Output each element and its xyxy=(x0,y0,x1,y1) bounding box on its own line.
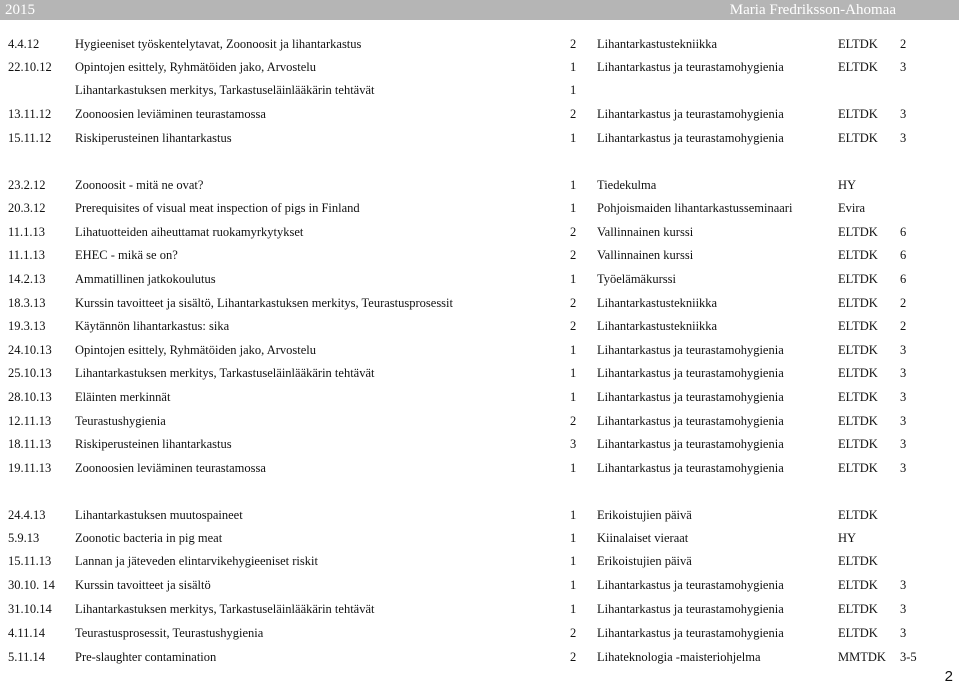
row-credits: 2 xyxy=(570,626,577,640)
page-header xyxy=(0,0,959,20)
table-row xyxy=(0,269,959,289)
table-row xyxy=(0,128,959,148)
row-title: Opintojen esittely, Ryhmätöiden jako, Arvostelu xyxy=(75,60,317,74)
row-title: Opintojen esittely, Ryhmätöiden jako, Arvostelu xyxy=(75,343,317,357)
row-org: ELTDK xyxy=(838,437,878,451)
row-title: EHEC - mikä se on? xyxy=(75,248,178,262)
row-course: Tiedekulma xyxy=(597,178,657,192)
table-row xyxy=(0,340,959,360)
row-credits: 2 xyxy=(570,248,577,262)
row-title: Lihantarkastuksen merkitys, Tarkastuseläinlääkärin tehtävät xyxy=(75,366,375,380)
row-title: Riskiperusteinen lihantarkastus xyxy=(75,437,232,451)
row-org: ELTDK xyxy=(838,508,878,522)
row-credits: 2 xyxy=(570,319,577,333)
row-credits: 2 xyxy=(570,37,577,51)
table-row xyxy=(0,245,959,265)
row-org: ELTDK xyxy=(838,461,878,475)
row-credits: 1 xyxy=(570,508,577,522)
row-course: Lihantarkastustekniikka xyxy=(597,37,718,51)
row-org: ELTDK xyxy=(838,248,878,262)
row-org: ELTDK xyxy=(838,272,878,286)
row-title: Lihantarkastuksen merkitys, Tarkastuseläinlääkärin tehtävät xyxy=(75,602,375,616)
row-date: 24.4.13 xyxy=(8,508,46,522)
row-org: ELTDK xyxy=(838,343,878,357)
row-title: Lihantarkastuksen merkitys, Tarkastuseläinlääkärin tehtävät xyxy=(75,83,375,97)
row-credits: 2 xyxy=(570,296,577,310)
row-course: Lihateknologia -maisteriohjelma xyxy=(597,650,761,664)
row-title: Zoonoosien leviäminen teurastamossa xyxy=(75,461,266,475)
row-title: Lihantarkastuksen muutospaineet xyxy=(75,508,243,522)
table-row xyxy=(0,57,959,77)
table-row xyxy=(0,175,959,195)
row-title: Teurastusprosessit, Teurastushygienia xyxy=(75,626,264,640)
row-org: HY xyxy=(838,178,857,192)
row-num: 6 xyxy=(900,225,907,239)
row-title: Lannan ja jäteveden elintarvikehygieeniset riskit xyxy=(75,554,318,568)
row-date: 11.1.13 xyxy=(8,248,46,262)
row-org: ELTDK xyxy=(838,107,878,121)
table-row xyxy=(0,575,959,595)
table-row xyxy=(0,434,959,454)
row-date: 12.11.13 xyxy=(8,414,52,428)
row-course: Lihantarkastus ja teurastamohygienia xyxy=(597,107,784,121)
row-credits: 1 xyxy=(570,201,577,215)
row-credits: 1 xyxy=(570,272,577,286)
row-title: Ammatillinen jatkokoulutus xyxy=(75,272,216,286)
row-course: Lihantarkastus ja teurastamohygienia xyxy=(597,131,784,145)
row-title: Prerequisites of visual meat inspection of pigs in Finland xyxy=(75,201,360,215)
row-course: Vallinnainen kurssi xyxy=(597,248,694,262)
table-row xyxy=(0,411,959,431)
row-credits: 2 xyxy=(570,107,577,121)
row-num: 2 xyxy=(900,37,907,51)
row-org: ELTDK xyxy=(838,414,878,428)
row-org: ELTDK xyxy=(838,578,878,592)
row-org: ELTDK xyxy=(838,366,878,380)
row-title: Käytännön lihantarkastus: sika xyxy=(75,319,230,333)
row-title: Zoonoosit - mitä ne ovat? xyxy=(75,178,204,192)
row-title: Hygieeniset työskentelytavat, Zoonoosit ja lihantarkastus xyxy=(75,37,362,51)
row-date: 22.10.12 xyxy=(8,60,52,74)
row-course: Lihantarkastustekniikka xyxy=(597,319,718,333)
table-row xyxy=(0,528,959,548)
row-num: 3 xyxy=(900,578,907,592)
row-course: Lihantarkastus ja teurastamohygienia xyxy=(597,626,784,640)
row-date: 28.10.13 xyxy=(8,390,52,404)
row-date: 23.2.12 xyxy=(8,178,46,192)
table-row xyxy=(0,222,959,242)
table-row xyxy=(0,316,959,336)
row-date: 18.3.13 xyxy=(8,296,46,310)
row-credits: 1 xyxy=(570,343,577,357)
row-credits: 1 xyxy=(570,131,577,145)
row-credits: 2 xyxy=(570,650,577,664)
row-date: 4.11.14 xyxy=(8,626,46,640)
row-org: Evira xyxy=(838,201,866,215)
row-title: Kurssin tavoitteet ja sisältö, Lihantarkastuksen merkitys, Teurastusprosessit xyxy=(75,296,453,310)
row-num: 3 xyxy=(900,461,907,475)
row-course: Lihantarkastus ja teurastamohygienia xyxy=(597,60,784,74)
row-course: Pohjoismaiden lihantarkastusseminaari xyxy=(597,201,793,215)
row-course: Lihantarkastus ja teurastamohygienia xyxy=(597,437,784,451)
table-row xyxy=(0,458,959,478)
row-title: Lihatuotteiden aiheuttamat ruokamyrkytykset xyxy=(75,225,304,239)
row-course: Vallinnainen kurssi xyxy=(597,225,694,239)
row-credits: 1 xyxy=(570,554,577,568)
row-course: Erikoistujien päivä xyxy=(597,508,692,522)
row-org: ELTDK xyxy=(838,554,878,568)
row-credits: 1 xyxy=(570,60,577,74)
row-credits: 1 xyxy=(570,83,577,97)
row-course: Erikoistujien päivä xyxy=(597,554,692,568)
row-num: 6 xyxy=(900,272,907,286)
row-num: 3 xyxy=(900,343,907,357)
table-row xyxy=(0,34,959,54)
row-org: ELTDK xyxy=(838,296,878,310)
table-row xyxy=(0,293,959,313)
row-org: ELTDK xyxy=(838,60,878,74)
row-num: 3 xyxy=(900,366,907,380)
row-date: 11.1.13 xyxy=(8,225,46,239)
table-row xyxy=(0,623,959,643)
row-num: 3 xyxy=(900,107,907,121)
row-num: 3 xyxy=(900,414,907,428)
table-row xyxy=(0,80,959,100)
row-credits: 3 xyxy=(570,437,577,451)
row-org: ELTDK xyxy=(838,602,878,616)
row-org: ELTDK xyxy=(838,390,878,404)
row-num: 3-5 xyxy=(900,650,917,664)
row-num: 3 xyxy=(900,602,907,616)
table-row xyxy=(0,505,959,525)
row-num: 2 xyxy=(900,296,907,310)
row-date: 19.3.13 xyxy=(8,319,46,333)
table-row xyxy=(0,198,959,218)
row-date: 20.3.12 xyxy=(8,201,46,215)
table-row xyxy=(0,387,959,407)
row-course: Lihantarkastustekniikka xyxy=(597,296,718,310)
row-credits: 1 xyxy=(570,366,577,380)
row-credits: 1 xyxy=(570,602,577,616)
row-date: 30.10. 14 xyxy=(8,578,55,592)
row-course: Lihantarkastus ja teurastamohygienia xyxy=(597,343,784,357)
row-title: Zoonoosien leviäminen teurastamossa xyxy=(75,107,266,121)
row-course: Lihantarkastus ja teurastamohygienia xyxy=(597,390,784,404)
table-row xyxy=(0,104,959,124)
row-date: 4.4.12 xyxy=(8,37,40,51)
row-credits: 2 xyxy=(570,414,577,428)
row-title: Riskiperusteinen lihantarkastus xyxy=(75,131,232,145)
row-credits: 1 xyxy=(570,178,577,192)
row-credits: 2 xyxy=(570,225,577,239)
row-date: 5.11.14 xyxy=(8,650,46,664)
row-date: 31.10.14 xyxy=(8,602,52,616)
row-org: ELTDK xyxy=(838,37,878,51)
row-num: 3 xyxy=(900,60,907,74)
row-date: 24.10.13 xyxy=(8,343,52,357)
row-date: 13.11.12 xyxy=(8,107,52,121)
row-date: 5.9.13 xyxy=(8,531,40,545)
row-org: HY xyxy=(838,531,857,545)
row-date: 14.2.13 xyxy=(8,272,46,286)
row-date: 15.11.13 xyxy=(8,554,52,568)
row-credits: 1 xyxy=(570,578,577,592)
row-date: 25.10.13 xyxy=(8,366,52,380)
table-row xyxy=(0,599,959,619)
row-org: ELTDK xyxy=(838,225,878,239)
row-org: ELTDK xyxy=(838,319,878,333)
row-title: Eläinten merkinnät xyxy=(75,390,171,404)
header-author: Maria Fredriksson-Ahomaa xyxy=(729,2,896,18)
row-num: 3 xyxy=(900,131,907,145)
row-course: Kiinalaiset vieraat xyxy=(597,531,689,545)
page-number: 2 xyxy=(944,668,953,685)
row-course: Työelämäkurssi xyxy=(597,272,676,286)
row-course: Lihantarkastus ja teurastamohygienia xyxy=(597,602,784,616)
row-num: 3 xyxy=(900,390,907,404)
row-credits: 1 xyxy=(570,531,577,545)
row-title: Pre-slaughter contamination xyxy=(75,650,217,664)
row-course: Lihantarkastus ja teurastamohygienia xyxy=(597,578,784,592)
row-title: Zoonotic bacteria in pig meat xyxy=(75,531,223,545)
row-credits: 1 xyxy=(570,461,577,475)
row-date: 18.11.13 xyxy=(8,437,52,451)
row-org: ELTDK xyxy=(838,131,878,145)
row-course: Lihantarkastus ja teurastamohygienia xyxy=(597,366,784,380)
row-org: ELTDK xyxy=(838,626,878,640)
row-credits: 1 xyxy=(570,390,577,404)
table-row xyxy=(0,647,959,667)
row-course: Lihantarkastus ja teurastamohygienia xyxy=(597,414,784,428)
table-row xyxy=(0,363,959,383)
row-date: 19.11.13 xyxy=(8,461,52,475)
row-org: MMTDK xyxy=(838,650,886,664)
table-row xyxy=(0,551,959,571)
row-course: Lihantarkastus ja teurastamohygienia xyxy=(597,461,784,475)
row-title: Teurastushygienia xyxy=(75,414,166,428)
row-num: 6 xyxy=(900,248,907,262)
header-year: 2015 xyxy=(5,2,35,18)
row-num: 3 xyxy=(900,437,907,451)
row-num: 2 xyxy=(900,319,907,333)
row-num: 3 xyxy=(900,626,907,640)
row-date: 15.11.12 xyxy=(8,131,52,145)
row-title: Kurssin tavoitteet ja sisältö xyxy=(75,578,211,592)
